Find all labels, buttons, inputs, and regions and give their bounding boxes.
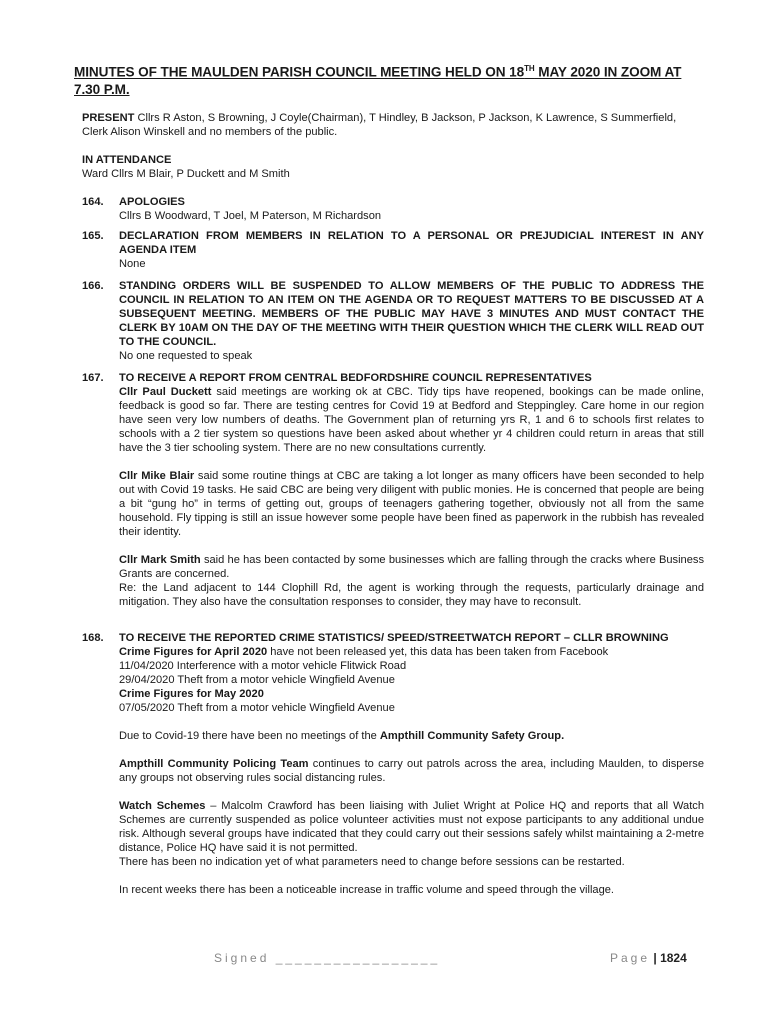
item-number: 167. bbox=[82, 372, 104, 384]
page-number: Page | 1824 bbox=[610, 951, 687, 965]
item-heading: TO RECEIVE THE REPORTED CRIME STATISTICS/ SPEED/STREETWATCH REPORT – CLLR BROWNING bbox=[119, 632, 669, 644]
attendance-label: IN ATTENDANCE bbox=[82, 154, 172, 166]
item-heading: TO RECEIVE A REPORT FROM CENTRAL BEDFORDSHIRE COUNCIL REPRESENTATIVES bbox=[119, 372, 592, 384]
present-section bbox=[82, 111, 704, 139]
item-number: 164. bbox=[82, 196, 104, 208]
blair-report: Cllr Mike Blair said some routine things at CBC are taking a lot longer as many officers have been seconded to help out with Covid 19 tasks. He said CBC are being very diligent with public monies. He is concerned that people are being a bit “gung ho” in terms of getting out, groups of teenagers gathering together, obviously not all from the same household. Fly tipping is still an issue however some people have been fined as paperwork in the rubbish has revealed their identity. bbox=[119, 470, 704, 538]
item-text: No one requested to speak bbox=[119, 350, 253, 362]
may-figures-label: Crime Figures for May 2020 bbox=[119, 688, 264, 700]
attendance-section bbox=[82, 153, 704, 181]
present-text: Cllrs R Aston, S Browning, J Coyle(Chairman), T Hindley, B Jackson, P Jackson, K Lawrence, S Summerfield, Clerk Alison Winskell and no members of the public. bbox=[82, 112, 677, 138]
item-text: None bbox=[119, 258, 146, 270]
item-number: 166. bbox=[82, 280, 104, 292]
crime-entry: 29/04/2020 Theft from a motor vehicle Wingfield Avenue bbox=[119, 674, 395, 686]
covid-note: Due to Covid-19 there have been no meetings of the Ampthill Community Safety Group. bbox=[119, 730, 565, 742]
policing-team-note: Ampthill Community Policing Team continues to carry out patrols across the area, including Maulden, to disperse any groups not observing rules social distancing rules. bbox=[119, 758, 704, 784]
smith-report: Cllr Mark Smith said he has been contacted by some businesses which are falling through the cracks where Business Grants are concerned. bbox=[119, 554, 704, 580]
crime-entry: 11/04/2020 Interference with a motor vehicle Flitwick Road bbox=[119, 660, 407, 672]
item-number: 168. bbox=[82, 632, 104, 644]
present-label: PRESENT bbox=[82, 112, 135, 124]
april-figures: Crime Figures for April 2020 have not been released yet, this data has been taken from Facebook bbox=[119, 646, 609, 658]
item-heading: DECLARATION FROM MEMBERS IN RELATION TO A PERSONAL OR PREJUDICIAL INTEREST IN ANY AGENDA ITEM bbox=[119, 230, 704, 256]
item-heading: APOLOGIES bbox=[119, 196, 185, 208]
item-heading: STANDING ORDERS WILL BE SUSPENDED TO ALLOW MEMBERS OF THE PUBLIC TO ADDRESS THE COUNCIL IN RELATION TO AN ITEM ON THE AGENDA OR TO REQUEST MATTERS TO BE DISCUSSED AT A SUBSEQUENT MEETING. MEMBERS OF THE PUBLIC MAY HAVE 3 MINUTES AND MUST CONTACT THE CLERK BY 10AM ON THE DAY OF THE MEETING WITH THEIR QUESTION WHICH THE CLERK WILL READ OUT TO THE COUNCIL. bbox=[119, 280, 704, 348]
item-number: 165. bbox=[82, 230, 104, 242]
item-text: Cllrs B Woodward, T Joel, M Paterson, M Richardson bbox=[119, 210, 382, 222]
duckett-report: Cllr Paul Duckett said meetings are working ok at CBC. Tidy tips have reopened, bookings can be made online, feedback is good so far. There are testing centres for Covid 19 at Bedford and Steppingley. Care home in our region have seen very low numbers of deaths. The Government plan of returning yrs R, 1 and 6 to schools first relates to schools with a 2 tier system so questions have been asked about whether yr 4 children could return in areas that still have the 3 tier schooling system. There are no new consultations currently. bbox=[119, 386, 704, 454]
watch-schemes-note: Watch Schemes – Malcolm Crawford has been liaising with Juliet Wright at Police HQ and reports that all Watch Schemes are currently suspended as police volunteer activities must not expose participants to any additional undue risk. Although several groups have indicated that they could carry out their sessions safely whilst maintaining a 2-metre distance, Police HQ have said it is not permitted. bbox=[119, 800, 704, 854]
attendance-text: Ward Cllrs M Blair, P Duckett and M Smith bbox=[82, 168, 290, 180]
signed-line: Signed _________________ bbox=[214, 951, 441, 965]
smith-report-land: Re: the Land adjacent to 144 Clophill Rd, the agent is working through the requests, particularly drainage and mitigation. They also have the consultation responses to consider, they may have to reconsult. bbox=[119, 582, 704, 608]
crime-entry: 07/05/2020 Theft from a motor vehicle Wingfield Avenue bbox=[119, 702, 395, 714]
traffic-note: In recent weeks there has been a noticeable increase in traffic volume and speed through the village. bbox=[119, 884, 615, 896]
page-title: MINUTES OF THE MAULDEN PARISH COUNCIL MEETING HELD ON 18TH MAY 2020 IN ZOOM AT 7.30 P.M. bbox=[74, 64, 682, 97]
watch-schemes-note-2: There has been no indication yet of what parameters need to change before sessions can be restarted. bbox=[119, 856, 625, 868]
